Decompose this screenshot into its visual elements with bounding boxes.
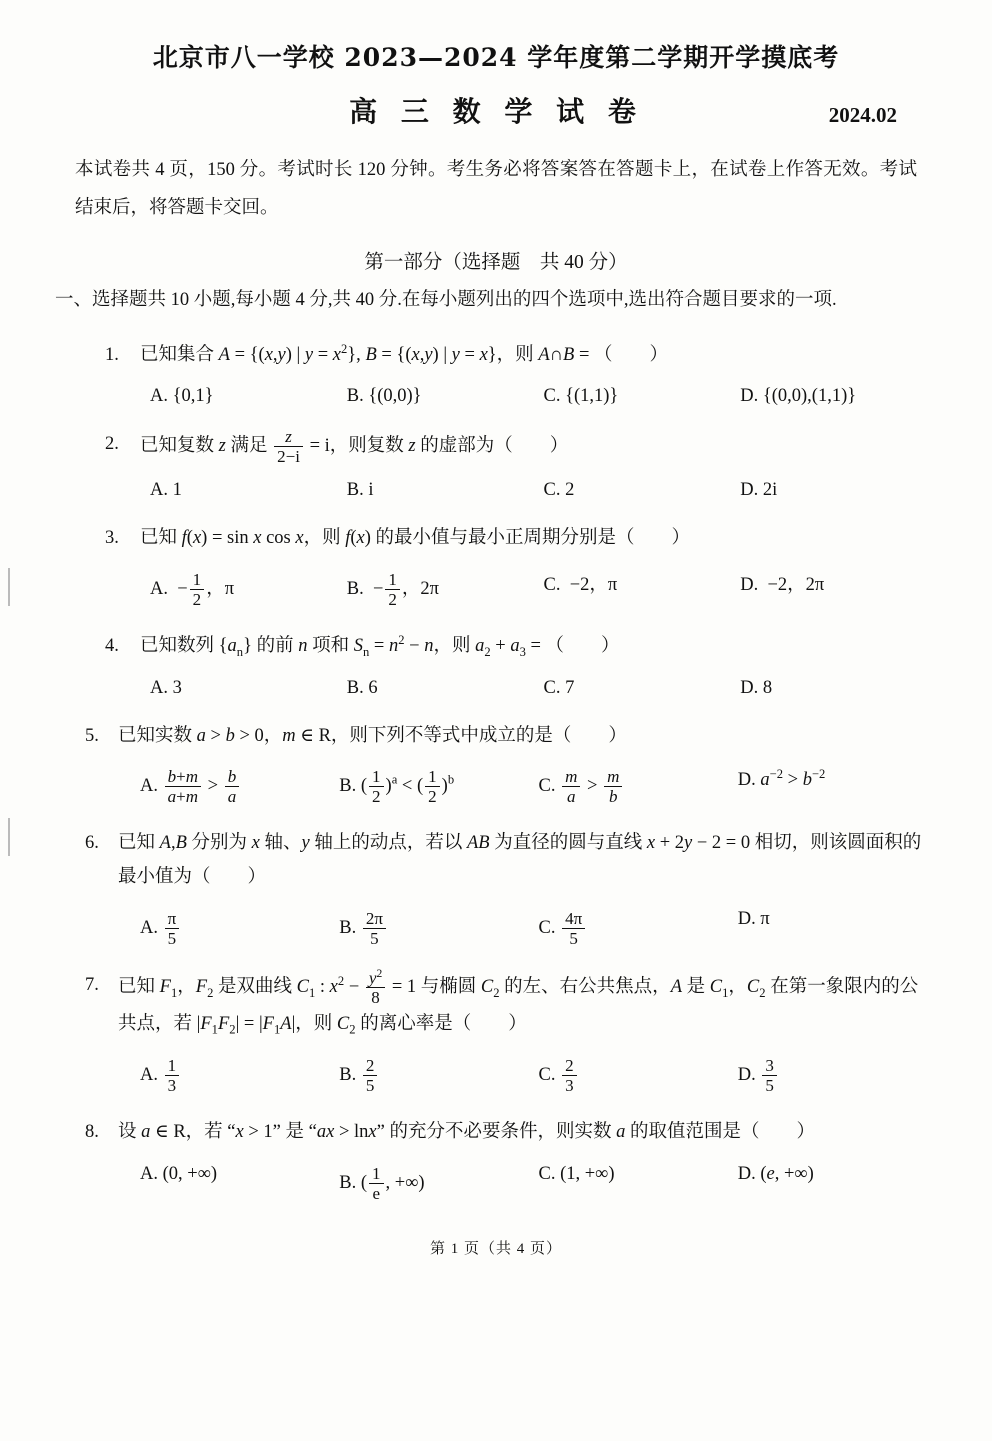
option-b[interactable]: B. − $\frac{1}{2}$ ，2π (346, 569, 440, 609)
question-8 (0, 1115, 992, 1149)
question-3 (0, 521, 992, 555)
question-number: 4. (105, 635, 119, 656)
option-c[interactable]: C. 2 (543, 480, 575, 501)
option-b[interactable]: B. {(0,0)} (346, 386, 422, 407)
exam-instructions: 本试卷共 4 页，150 分。考试时长 120 分钟。考生务必将答案答在答题卡上，在试卷上作答无效。考试结束后，将答题卡交回。 (75, 160, 917, 218)
question-5 (0, 719, 992, 753)
page-edge-mark-1 (8, 568, 10, 606)
question-stem: 已知数列 $\{a_n\}$ 的前 n 项和 $S_n = n^2 - n$，则 $a_2 + a_3$ = （ ） (140, 632, 620, 659)
question-number: 8. (85, 1122, 99, 1143)
option-a[interactable]: A. $\frac{\pi}{5}$ (140, 909, 339, 948)
question-number: 5. (85, 725, 99, 746)
question-stem: 已知 $F_1$，$F_2$ 是双曲线 $C_1$ : $x^2$ − $\frac{y^2}{8}$ = 1 与椭圆 $C_2$ 的左、右公共焦点，A 是 $C_1$，$C_2$ 在第一象限内的公共点，若 $|F_1F_2| = |F_1A|$，则 $C_2$ 的离心率是（ ） (118, 966, 919, 1038)
option-b[interactable]: B. 6 (346, 677, 378, 698)
option-d[interactable]: D. $\frac{3}{5}$ (738, 1056, 937, 1095)
option-a[interactable]: A. (0, +∞) (140, 1163, 218, 1184)
option-d[interactable]: D. π (737, 908, 770, 929)
option-d[interactable]: D. $a^{-2} > b^{-2}$ (737, 767, 826, 791)
question-stem: 已知 f(x) = sin x cos x，则 f(x) 的最小值与最小正周期分别是（ ） (140, 528, 691, 549)
option-d[interactable]: D. 8 (740, 677, 773, 698)
option-c[interactable]: C. −2，π (543, 574, 618, 595)
option-b[interactable]: B. $\frac{2}{5}$ (339, 1056, 538, 1095)
question-number: 3. (105, 528, 119, 549)
question-number: 6. (85, 833, 99, 854)
option-b[interactable]: B. ( $\frac{1}{2}$ )$^a$ < ( $\frac{1}{2}$ )$^b$ (339, 767, 455, 807)
option-c[interactable]: C. {(1,1)} (543, 386, 619, 407)
option-b[interactable]: B. i (346, 480, 374, 501)
question-4-options (0, 678, 992, 699)
option-c[interactable]: C. $\frac{4\pi}{5}$ (539, 909, 738, 948)
question-5-options (0, 767, 992, 806)
school-exam-title: 北京市八一学校 2023—2024 学年度第二学期开学摸底考 (152, 43, 840, 72)
question-stem: 设 a ∈ R，若 “x > 1” 是 “ax > lnx” 的充分不必要条件，则实数 a 的取值范围是（ ） (118, 1122, 815, 1143)
option-a[interactable]: A. 1 (150, 480, 182, 501)
question-7 (0, 968, 992, 1043)
option-b[interactable]: B. ( $\frac{1}{e}$ , +∞) (339, 1163, 425, 1203)
option-d[interactable]: D. (e, +∞) (737, 1163, 814, 1184)
option-a[interactable]: A. 3 (150, 677, 182, 698)
option-b[interactable]: B. $\frac{2\pi}{5}$ (339, 909, 538, 948)
option-c[interactable]: C. $\frac{m}{a}$ > $\frac{m}{b}$ (539, 767, 738, 806)
exam-page (0, 38, 992, 1441)
question-stem: 已知 A,B 分别为 x 轴、y 轴上的动点，若以 AB 为直径的圆与直线 x + 2y − 2 = 0 相切，则该圆面积的最小值为（ ） (118, 833, 922, 888)
option-a[interactable]: A. $\frac{1}{3}$ (140, 1056, 339, 1095)
exam-date: 2024.02 (828, 103, 897, 127)
section-description: 一、选择题共 10 小题,每小题 4 分,共 40 分.在每小题列出的四个选项中,选出符合题目要求的一项. (55, 289, 837, 310)
option-a[interactable]: A. $\frac{b+m}{a+m}$ > $\frac{b}{a}$ (140, 767, 339, 806)
question-stem: 已知集合 A = {(x,y) | $y = x^2$}, B = {(x,y) | y = x}，则 A∩B = （ ） (140, 341, 668, 366)
question-1-options (0, 386, 992, 407)
question-8-options (0, 1164, 992, 1203)
question-1 (0, 338, 992, 372)
question-6 (0, 826, 992, 894)
exam-title-row (0, 90, 992, 130)
question-4 (0, 629, 992, 664)
question-2 (0, 427, 992, 466)
option-c[interactable]: C. $\frac{2}{3}$ (539, 1056, 738, 1095)
question-stem: 已知实数 a > b > 0，m ∈ R，则下列不等式中成立的是（ ） (118, 725, 627, 746)
option-c[interactable]: C. (1, +∞) (538, 1163, 615, 1184)
question-stem: 已知复数 z 满足 $\frac{z}{2-i}$ = i，则复数 z 的虚部为（ ） (140, 427, 569, 467)
question-7-options (0, 1056, 992, 1095)
option-d[interactable]: D. 2i (740, 480, 778, 501)
page-footer: 第 1 页（共 4 页） (429, 1240, 562, 1257)
option-c[interactable]: C. 7 (543, 677, 575, 698)
question-6-options (0, 909, 992, 948)
exam-title: 高 三 数 学 试 卷 (349, 95, 643, 128)
part-one-title: 第一部分（选择题 共 40 分） (364, 251, 628, 273)
question-number: 7. (85, 974, 99, 995)
question-2-options (0, 480, 992, 501)
question-3-options (0, 570, 992, 609)
option-a[interactable]: A. − $\frac{1}{2}$ ，π (150, 569, 235, 609)
option-d[interactable]: D. {(0,0),(1,1)} (740, 386, 857, 407)
question-number: 1. (105, 344, 119, 365)
question-number: 2. (105, 434, 119, 455)
option-a[interactable]: A. {0,1} (150, 386, 214, 407)
option-d[interactable]: D. −2，2π (740, 574, 825, 595)
